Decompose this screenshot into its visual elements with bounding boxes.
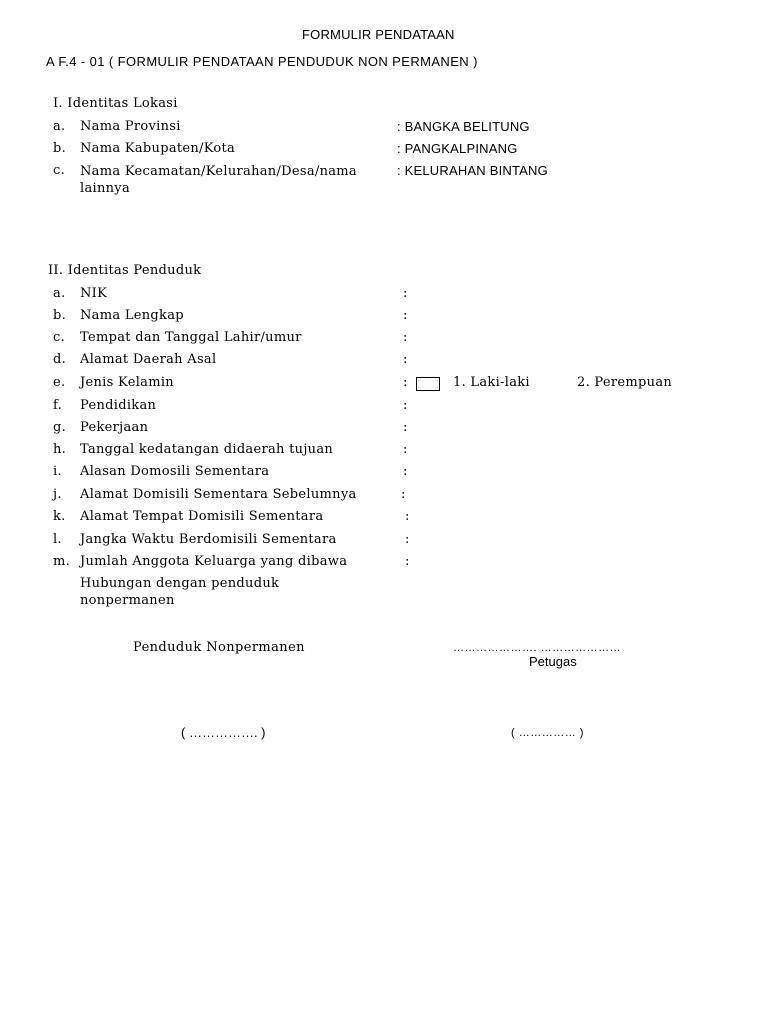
- gender-option-laki-laki: 1. Laki-laki: [453, 375, 530, 390]
- value-nama-kabupaten: : PANGKALPINANG: [397, 141, 518, 156]
- row-letter: a.: [53, 119, 66, 134]
- section-identitas-lokasi-heading: I. Identitas Lokasi: [53, 96, 178, 111]
- row-letter: a.: [53, 286, 66, 301]
- row-letter: d.: [53, 352, 67, 367]
- signature-right-title: Petugas: [529, 654, 577, 669]
- row-label-jangka-waktu: Jangka Waktu Berdomisili Sementara: [80, 532, 337, 547]
- row-label-nama-lengkap: Nama Lengkap: [80, 308, 184, 323]
- row-letter: b.: [53, 141, 67, 156]
- row-letter: e.: [53, 375, 66, 390]
- row-colon: :: [403, 286, 408, 301]
- row-colon: :: [405, 532, 410, 547]
- row-label-nama-provinsi: Nama Provinsi: [80, 119, 181, 134]
- row-colon: :: [403, 308, 408, 323]
- row-letter: k.: [53, 509, 66, 524]
- gender-checkbox[interactable]: [416, 377, 440, 391]
- value-nama-kecamatan: : KELURAHAN BINTANG: [397, 163, 548, 178]
- row-letter: l.: [53, 532, 62, 547]
- gender-option-perempuan: 2. Perempuan: [577, 375, 673, 390]
- row-label-nik: NIK: [80, 286, 108, 301]
- row-letter: j.: [53, 487, 62, 502]
- row-letter: g.: [53, 420, 67, 435]
- row-colon: :: [403, 464, 408, 479]
- row-colon: :: [405, 554, 410, 569]
- row-letter: f.: [53, 398, 63, 413]
- row-colon: :: [401, 487, 406, 502]
- row-colon: :: [403, 398, 408, 413]
- row-letter: b.: [53, 308, 67, 323]
- row-label-jenis-kelamin: Jenis Kelamin: [80, 375, 174, 390]
- row-colon: :: [403, 330, 408, 345]
- value-nama-provinsi: : BANGKA BELITUNG: [397, 119, 530, 134]
- row-colon: :: [403, 375, 408, 390]
- form-title: FORMULIR PENDATAAN: [302, 27, 455, 42]
- row-letter: i.: [53, 464, 62, 479]
- signature-left-name: ( ……………. ): [181, 725, 266, 740]
- section-identitas-penduduk-heading: II. Identitas Penduduk: [48, 263, 202, 278]
- row-label-nama-kecamatan: Nama Kecamatan/Kelurahan/Desa/nama lainnya: [80, 164, 357, 196]
- row-label-pendidikan: Pendidikan: [80, 398, 157, 413]
- row-label-alamat-tempat-domisili: Alamat Tempat Domisili Sementara: [80, 509, 324, 524]
- row-label-alamat-daerah-asal: Alamat Daerah Asal: [80, 352, 217, 367]
- row-colon: :: [403, 352, 408, 367]
- form-subtitle: A F.4 - 01 ( FORMULIR PENDATAAN PENDUDUK NON PERMANEN ): [46, 54, 478, 69]
- row-label-nama-kabupaten: Nama Kabupaten/Kota: [80, 141, 236, 156]
- row-colon: :: [403, 420, 408, 435]
- row-label-alamat-domisili-sebelumnya: Alamat Domisili Sementara Sebelumnya: [80, 487, 357, 502]
- signature-left-title: Penduduk Nonpermanen: [133, 640, 305, 655]
- row-letter: h.: [53, 442, 67, 457]
- row-colon: :: [405, 509, 410, 524]
- row-label-jumlah-anggota: Jumlah Anggota Keluarga yang dibawa: [80, 554, 348, 569]
- row-label-tempat-tanggal-lahir: Tempat dan Tanggal Lahir/umur: [80, 330, 302, 345]
- row-label-pekerjaan: Pekerjaan: [80, 420, 149, 435]
- signature-date-dots: …………………. …………………: [453, 642, 622, 654]
- row-letter: c.: [53, 163, 66, 178]
- row-label-alasan-domisili: Alasan Domosili Sementara: [80, 464, 270, 479]
- row-colon: :: [403, 442, 408, 457]
- row-letter: m.: [53, 554, 71, 569]
- row-label-tanggal-kedatangan: Tanggal kedatangan didaerah tujuan: [80, 442, 334, 457]
- row-label-hubungan: Hubungan dengan penduduk nonpermanen: [80, 576, 280, 608]
- signature-right-name: ( …………… ): [511, 727, 584, 739]
- row-letter: c.: [53, 330, 66, 345]
